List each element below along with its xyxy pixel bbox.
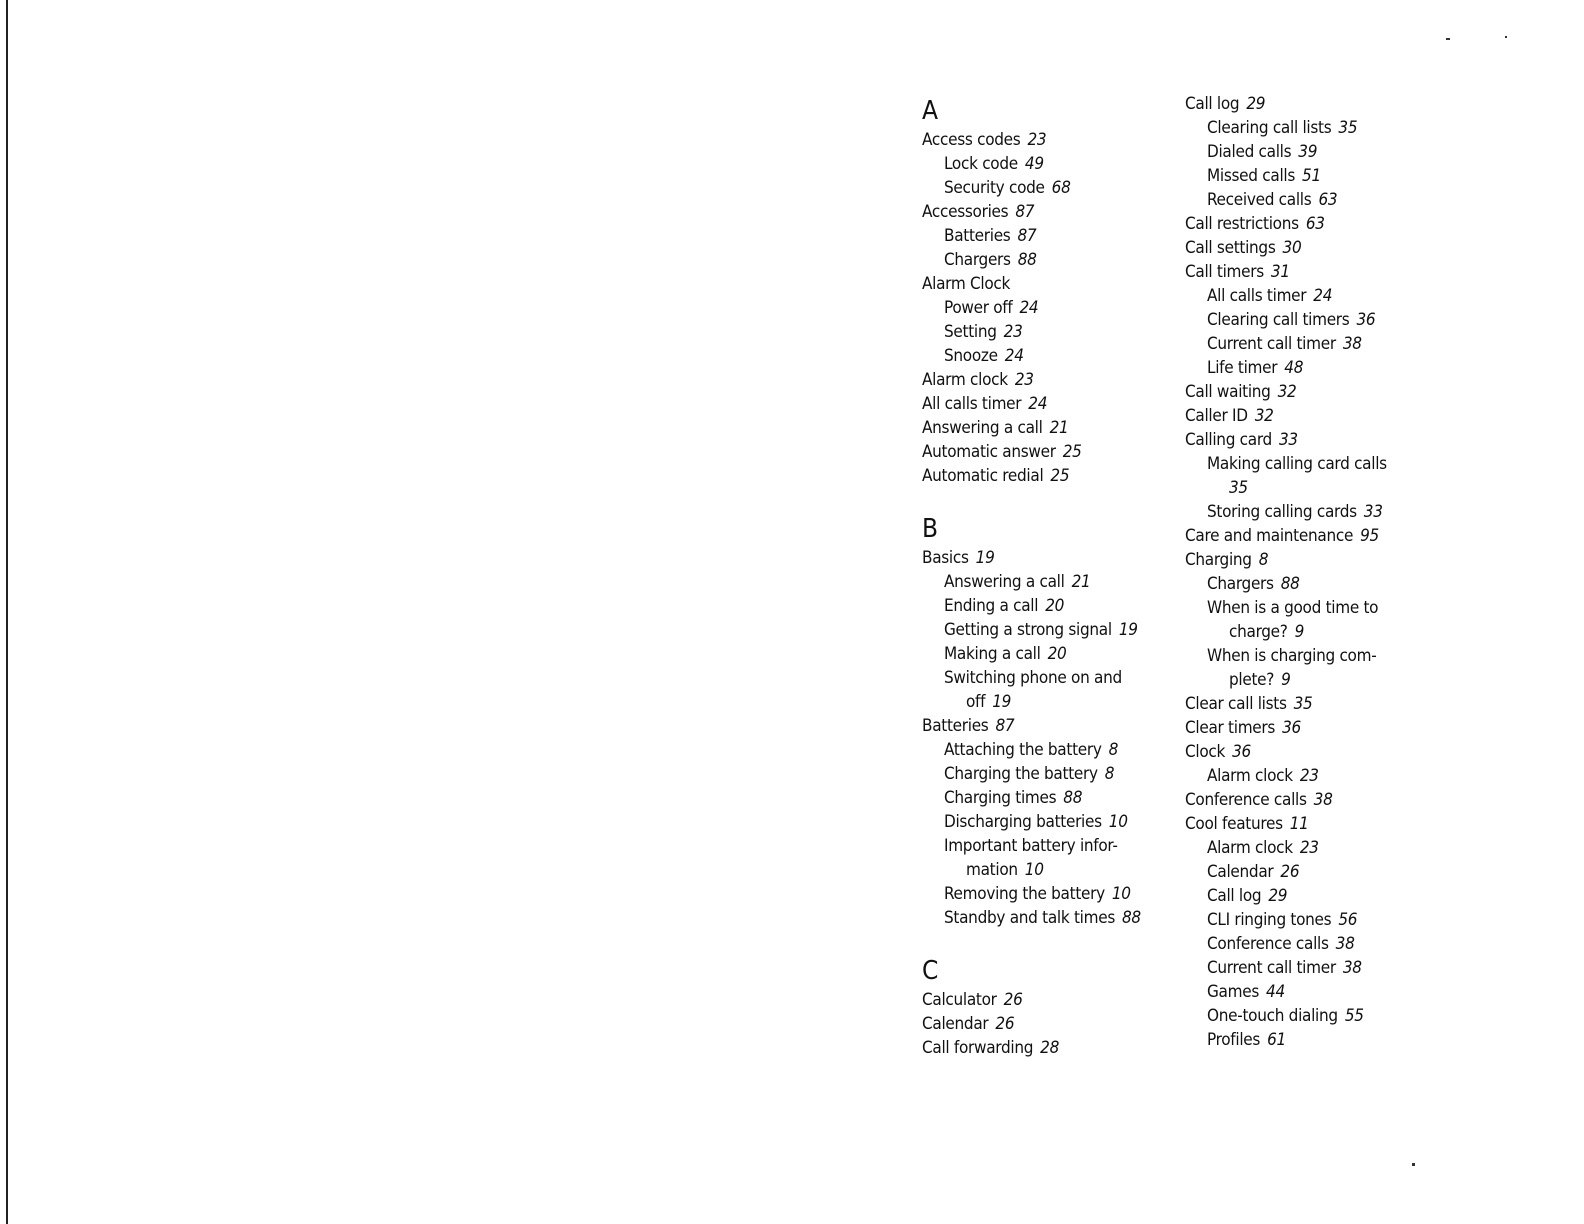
page-number: 87: [1017, 226, 1037, 246]
page-number: 38: [1342, 334, 1362, 354]
page-number: 35: [1293, 694, 1313, 714]
page-number: 44: [1266, 982, 1285, 1002]
index-entry: [922, 272, 1172, 296]
page-number: 25: [1062, 442, 1082, 462]
entry-text: Automatic answer: [922, 442, 1056, 462]
page-number: 87: [995, 716, 1015, 736]
page-number: 87: [1015, 202, 1035, 222]
index-entry: [1185, 404, 1445, 428]
entry-text: Discharging batteries: [944, 812, 1102, 832]
index-subentry: [922, 858, 1172, 882]
index-subentry: [1185, 836, 1445, 860]
index-entry: [1185, 812, 1445, 836]
index-subentry: [922, 690, 1172, 714]
page-number: 33: [1278, 430, 1298, 450]
index-subentry: [1185, 596, 1445, 620]
index-subentry: [1185, 860, 1445, 884]
entry-text: Snooze: [944, 346, 998, 366]
entry-text: Charging times: [944, 788, 1057, 808]
index-subentry: [1185, 116, 1445, 140]
page-number: 10: [1024, 860, 1044, 880]
entry-text: Getting a strong signal: [944, 620, 1112, 640]
entry-text: Current call timer: [1207, 334, 1336, 354]
index-subentry: [922, 738, 1172, 762]
entry-text: Clear call lists: [1185, 694, 1287, 714]
page-number: 31: [1270, 262, 1290, 282]
index-subentry: [1185, 332, 1445, 356]
page-number: 23: [1027, 130, 1047, 150]
page-number: 24: [1313, 286, 1333, 306]
index-subentry: [922, 906, 1172, 930]
entry-text: Accessories: [922, 202, 1009, 222]
index-subentry: [1185, 452, 1445, 476]
entry-text: Life timer: [1207, 358, 1278, 378]
entry-text: Important battery infor-: [944, 836, 1118, 856]
index-entry: [1185, 380, 1445, 404]
page-number: 95: [1360, 526, 1379, 546]
index-entry: [1185, 524, 1445, 548]
index-subentry: [922, 152, 1172, 176]
page-number: 10: [1111, 884, 1131, 904]
entry-text: Calendar: [1207, 862, 1274, 882]
index-entry: [1185, 692, 1445, 716]
entry-text: charge?: [1229, 622, 1288, 642]
index-subentry: [1185, 668, 1445, 692]
entry-text: Alarm Clock: [922, 274, 1011, 294]
entry-text: Chargers: [1207, 574, 1274, 594]
index-subentry: [1185, 1004, 1445, 1028]
entry-text: Calling card: [1185, 430, 1272, 450]
index-subentry: [922, 224, 1172, 248]
entry-text: mation: [966, 860, 1018, 880]
index-subentry: [1185, 164, 1445, 188]
entry-text: Conference calls: [1207, 934, 1329, 954]
entry-text: Clock: [1185, 742, 1226, 762]
page-number: 63: [1318, 190, 1338, 210]
page-number: 24: [1004, 346, 1024, 366]
entry-text: Alarm clock: [1207, 838, 1293, 858]
page-number: 23: [1003, 322, 1023, 342]
page-number: 23: [1299, 766, 1319, 786]
page-number: 35: [1338, 118, 1358, 138]
index-subentry: [922, 834, 1172, 858]
page-edge-rule: [6, 0, 8, 1224]
page-number: 10: [1108, 812, 1128, 832]
entry-text: Alarm clock: [922, 370, 1008, 390]
index-entry: [922, 416, 1172, 440]
page-number: 29: [1268, 886, 1288, 906]
entry-text: Setting: [944, 322, 997, 342]
entry-text: Answering a call: [922, 418, 1043, 438]
page-number: 20: [1045, 596, 1065, 616]
entry-text: Chargers: [944, 250, 1011, 270]
page-number: 11: [1289, 814, 1309, 834]
index-entry: [1185, 788, 1445, 812]
page-number: 49: [1024, 154, 1044, 174]
entry-text: Profiles: [1207, 1030, 1261, 1050]
index-subentry: [1185, 764, 1445, 788]
entry-text: Lock code: [944, 154, 1018, 174]
index-subentry: [1185, 356, 1445, 380]
page-number: 32: [1254, 406, 1274, 426]
entry-text: Call log: [1185, 94, 1240, 114]
index-entry: [922, 464, 1172, 488]
index-subentry: [922, 786, 1172, 810]
index-subentry: [1185, 932, 1445, 956]
index-subentry: [922, 882, 1172, 906]
index-subentry: [1185, 620, 1445, 644]
entry-text: Call waiting: [1185, 382, 1271, 402]
page-number: 19: [992, 692, 1012, 712]
entry-text: plete?: [1229, 670, 1275, 690]
index-subentry: [1185, 140, 1445, 164]
entry-text: One-touch dialing: [1207, 1006, 1338, 1026]
entry-text: Batteries: [922, 716, 989, 736]
entry-text: Call restrictions: [1185, 214, 1299, 234]
page-number: 30: [1282, 238, 1302, 258]
index-entry: [1185, 260, 1445, 284]
page-number: 26: [1280, 862, 1300, 882]
index-subentry: [1185, 188, 1445, 212]
index-subentry: [1185, 308, 1445, 332]
entry-text: Basics: [922, 548, 969, 568]
index-subentry: [922, 642, 1172, 666]
entry-text: Games: [1207, 982, 1260, 1002]
index-subentry: [1185, 572, 1445, 596]
entry-text: Removing the battery: [944, 884, 1105, 904]
page-number: 61: [1267, 1030, 1286, 1050]
entry-text: Alarm clock: [1207, 766, 1293, 786]
entry-text: Clearing call timers: [1207, 310, 1350, 330]
index-subentry: [922, 344, 1172, 368]
index-subentry: [922, 176, 1172, 200]
index-entry: [1185, 716, 1445, 740]
page-number: 36: [1282, 718, 1301, 738]
entry-text: Caller ID: [1185, 406, 1248, 426]
entry-text: Cool features: [1185, 814, 1283, 834]
entry-text: Making a call: [944, 644, 1041, 664]
page-number: 36: [1356, 310, 1376, 330]
page-number: 38: [1335, 934, 1355, 954]
entry-text: Security code: [944, 178, 1045, 198]
page-number: 36: [1232, 742, 1251, 762]
index-subentry: [1185, 284, 1445, 308]
page-number: 38: [1313, 790, 1333, 810]
page-number: 35: [1229, 478, 1248, 498]
page-number: 9: [1281, 670, 1291, 690]
entry-text: Calculator: [922, 990, 997, 1010]
index-entry: [922, 128, 1172, 152]
entry-text: Charging the battery: [944, 764, 1098, 784]
page-number: 26: [1003, 990, 1023, 1010]
entry-text: CLI ringing tones: [1207, 910, 1332, 930]
entry-text: All calls timer: [1207, 286, 1307, 306]
page-number: 8: [1104, 764, 1115, 784]
entry-text: When is a good time to: [1207, 598, 1379, 618]
index-entry: [1185, 740, 1445, 764]
index-subentry: [1185, 980, 1445, 1004]
page-number: 19: [975, 548, 995, 568]
index-column-1: [922, 92, 1172, 1060]
page-number: 24: [1028, 394, 1048, 414]
entry-text: Current call timer: [1207, 958, 1336, 978]
index-subentry: [922, 762, 1172, 786]
entry-text: Conference calls: [1185, 790, 1307, 810]
index-subentry: [1185, 476, 1445, 500]
index-subentry: [922, 618, 1172, 642]
page-number: 29: [1246, 94, 1266, 114]
entry-text: Charging: [1185, 550, 1252, 570]
index-subentry: [922, 594, 1172, 618]
page-number: 48: [1284, 358, 1304, 378]
page-number: 8: [1108, 740, 1119, 760]
entry-text: When is charging com-: [1207, 646, 1377, 666]
index-entry: [922, 988, 1172, 1012]
entry-text: Dialed calls: [1207, 142, 1292, 162]
entry-text: Automatic redial: [922, 466, 1044, 486]
entry-text: Received calls: [1207, 190, 1312, 210]
index-entry: [1185, 236, 1445, 260]
entry-text: Call forwarding: [922, 1038, 1034, 1058]
index-subentry: [1185, 884, 1445, 908]
entry-text: Call log: [1207, 886, 1262, 906]
page-number: 21: [1071, 572, 1091, 592]
page-number: 21: [1049, 418, 1069, 438]
index-subentry: [1185, 956, 1445, 980]
page-number: 88: [1063, 788, 1083, 808]
index-entry: [922, 440, 1172, 464]
index-subentry: [922, 666, 1172, 690]
entry-text: Call timers: [1185, 262, 1264, 282]
index-letter-heading: A: [922, 96, 938, 126]
page-number: 39: [1298, 142, 1318, 162]
index-entry: [922, 392, 1172, 416]
page-number: 33: [1363, 502, 1383, 522]
page-number: 23: [1014, 370, 1034, 390]
page-number: 26: [995, 1014, 1015, 1034]
index-subentry: [1185, 1028, 1445, 1052]
page-number: 55: [1344, 1006, 1364, 1026]
index-entry: [1185, 548, 1445, 572]
index-letter-heading: C: [922, 956, 939, 986]
index-entry: [922, 368, 1172, 392]
index-entry: [1185, 92, 1445, 116]
entry-text: Answering a call: [944, 572, 1065, 592]
entry-text: Attaching the battery: [944, 740, 1102, 760]
index-letter-heading: B: [922, 514, 939, 544]
entry-text: Making calling card calls: [1207, 454, 1387, 474]
page-number: 32: [1277, 382, 1297, 402]
page-number: 19: [1118, 620, 1138, 640]
page-number: 88: [1280, 574, 1300, 594]
entry-text: All calls timer: [922, 394, 1022, 414]
entry-text: Clear timers: [1185, 718, 1276, 738]
entry-text: Storing calling cards: [1207, 502, 1357, 522]
page-number: 68: [1051, 178, 1071, 198]
index-subentry: [1185, 644, 1445, 668]
index-entry: [922, 1012, 1172, 1036]
index-subentry: [922, 296, 1172, 320]
entry-text: Standby and talk times: [944, 908, 1115, 928]
page-number: 88: [1017, 250, 1037, 270]
index-entry: [922, 200, 1172, 224]
entry-text: Missed calls: [1207, 166, 1296, 186]
page-number: 24: [1019, 298, 1039, 318]
index-subentry: [1185, 908, 1445, 932]
index-subentry: [922, 248, 1172, 272]
index-column-2: [1185, 92, 1445, 1052]
index-subentry: [922, 320, 1172, 344]
entry-text: Ending a call: [944, 596, 1039, 616]
index-entry: [1185, 212, 1445, 236]
index-subentry: [922, 570, 1172, 594]
entry-text: Batteries: [944, 226, 1011, 246]
index-entry: [922, 1036, 1172, 1060]
page-number: 23: [1299, 838, 1319, 858]
entry-text: Access codes: [922, 130, 1021, 150]
page-number: 20: [1047, 644, 1067, 664]
entry-text: Care and maintenance: [1185, 526, 1354, 546]
entry-text: Clearing call lists: [1207, 118, 1332, 138]
index-entry: [922, 546, 1172, 570]
entry-text: off: [966, 692, 986, 712]
page-number: 51: [1302, 166, 1321, 186]
entry-text: Switching phone on and: [944, 668, 1122, 688]
entry-text: Calendar: [922, 1014, 989, 1034]
index-subentry: [922, 810, 1172, 834]
page-number: 9: [1294, 622, 1305, 642]
page-number: 25: [1050, 466, 1070, 486]
page-number: 38: [1342, 958, 1362, 978]
index-subentry: [1185, 500, 1445, 524]
page-number: 56: [1338, 910, 1358, 930]
entry-text: Call settings: [1185, 238, 1276, 258]
page-number: 28: [1040, 1038, 1060, 1058]
page-number: 8: [1258, 550, 1269, 570]
page-number: 88: [1122, 908, 1141, 928]
page-number: 63: [1305, 214, 1325, 234]
index-entry: [922, 714, 1172, 738]
entry-text: Power off: [944, 298, 1013, 318]
index-entry: [1185, 428, 1445, 452]
